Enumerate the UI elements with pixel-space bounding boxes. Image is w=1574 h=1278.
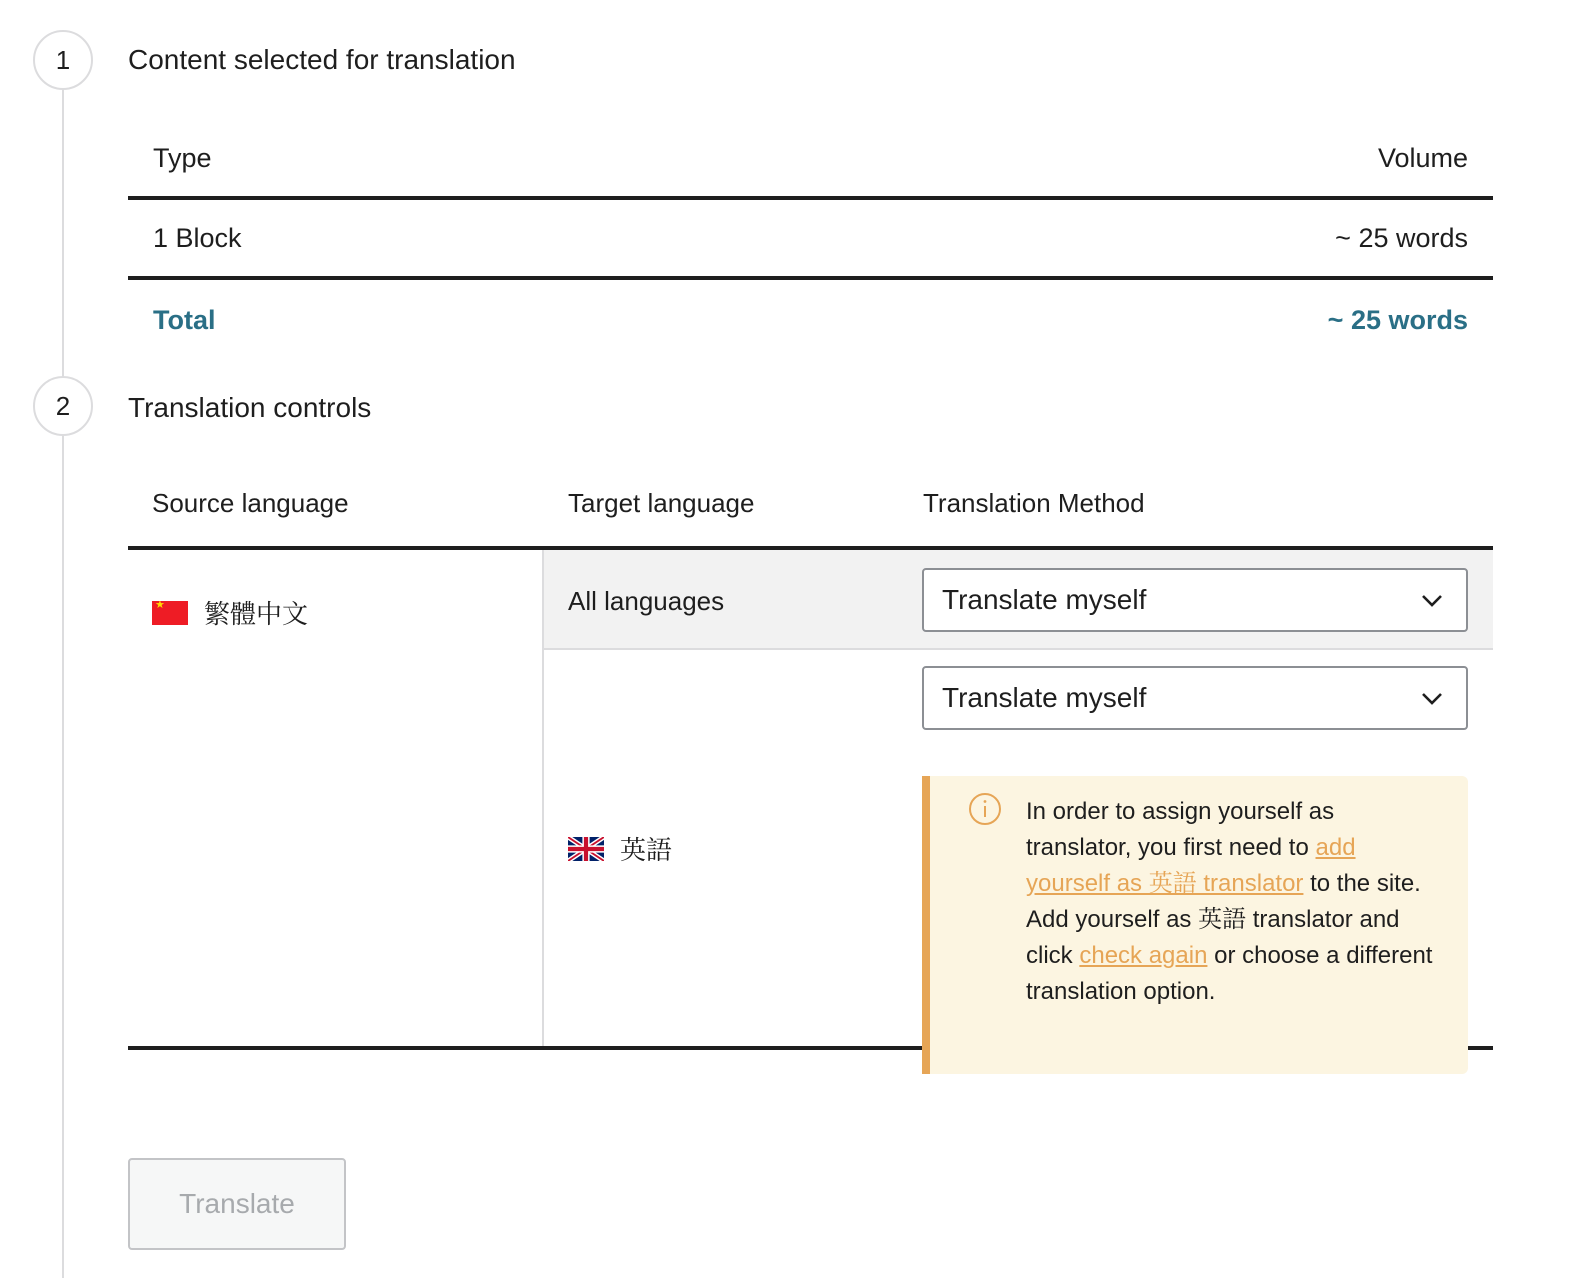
step-2-number: 2 <box>55 390 71 421</box>
all-languages-row <box>544 550 1493 650</box>
total-volume: ~ 25 words <box>1327 304 1468 335</box>
table-row <box>128 200 1493 280</box>
english-method-select[interactable] <box>922 666 1468 730</box>
controls-body <box>128 550 1493 1050</box>
translation-method-header: Translation Method <box>923 488 1145 518</box>
notice-text <box>1026 794 1446 1010</box>
source-language <box>152 594 308 631</box>
target-language-header: Target language <box>568 488 755 518</box>
english-method-value: Translate myself <box>942 682 1147 713</box>
chevron-down-icon <box>1416 682 1448 714</box>
content-type-cell: 1 Block <box>153 222 242 253</box>
china-flag-icon <box>152 601 188 625</box>
translator-warning-notice <box>922 776 1468 1074</box>
translate-button[interactable]: Translate <box>128 1158 346 1250</box>
english-row <box>544 650 1493 1046</box>
english-language-name: 英語 <box>620 835 673 865</box>
step-1-title: Content selected for translation <box>128 44 516 75</box>
target-language-english <box>568 830 672 867</box>
total-label: Total <box>153 304 216 335</box>
content-table <box>128 120 1493 360</box>
notice-text-part: Add yourself as 英語 translator and click <box>1026 906 1400 969</box>
source-language-header: Source language <box>152 488 349 518</box>
type-column-header: Type <box>153 142 212 173</box>
step-2-indicator <box>33 376 93 436</box>
controls-header <box>128 460 1493 550</box>
volume-column-header: Volume <box>1377 142 1468 173</box>
step-2-title: Translation controls <box>128 392 372 423</box>
info-icon <box>968 792 1002 826</box>
total-row <box>128 280 1493 360</box>
step-1-indicator <box>33 30 93 90</box>
content-table-header <box>128 120 1493 200</box>
add-yourself-translator-link[interactable]: add yourself as 英語 translator <box>1026 834 1356 897</box>
notice-text-part: In order to assign yourself as translator, you first need to <box>1026 798 1335 861</box>
check-again-link[interactable]: check again <box>1079 942 1208 969</box>
notice-text-part: to the site. <box>1303 870 1421 897</box>
all-languages-label: All languages <box>568 586 725 616</box>
notice-text-part: or choose a different translation option. <box>1026 942 1433 1005</box>
chevron-down-icon <box>1416 584 1448 616</box>
all-languages-method-select[interactable] <box>922 568 1468 632</box>
translation-controls-table <box>128 460 1493 1050</box>
timeline-line <box>62 90 64 1278</box>
content-volume-cell: ~ 25 words <box>1335 222 1468 253</box>
source-language-name: 繁體中文 <box>204 599 309 629</box>
uk-flag-icon <box>568 837 604 861</box>
step-1-number: 1 <box>55 44 71 75</box>
source-language-cell <box>128 550 544 1046</box>
all-languages-method-value: Translate myself <box>942 584 1147 615</box>
